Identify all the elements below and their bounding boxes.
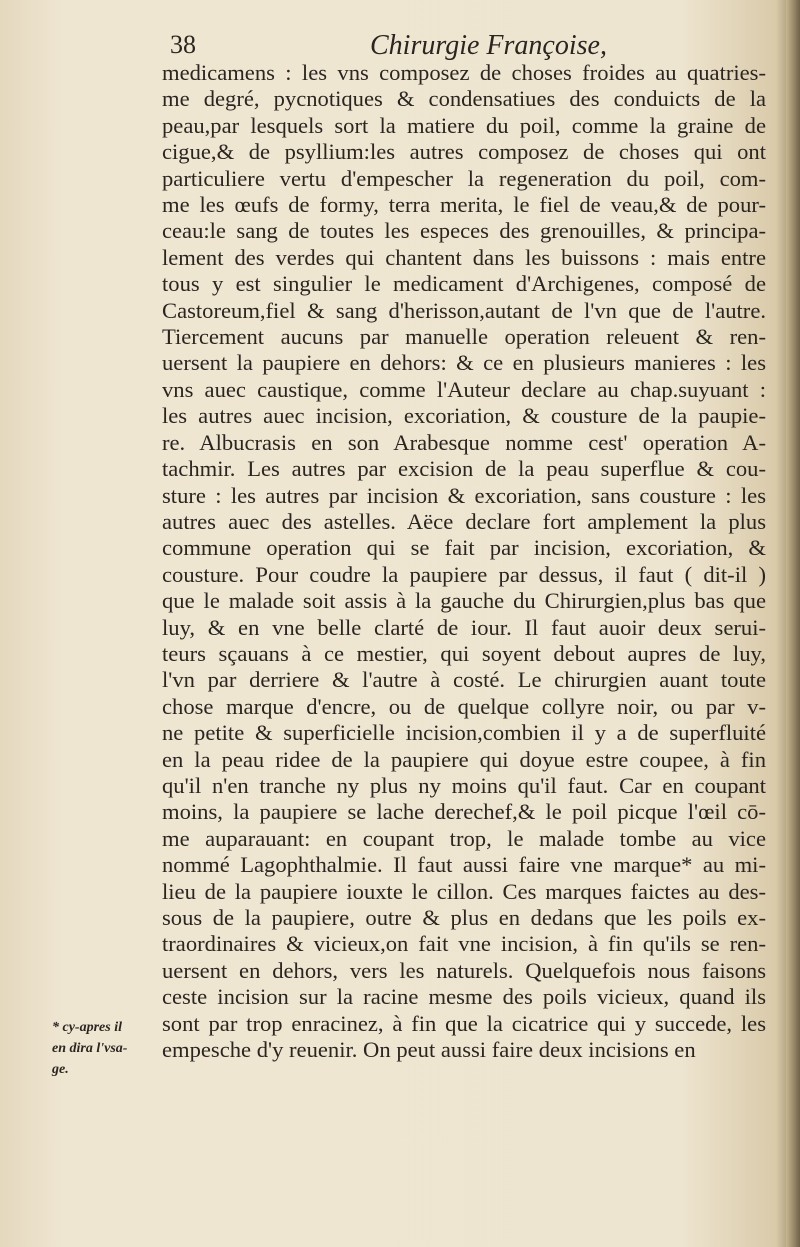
text-line: medicamens : les vns composez de choses froides au quatries- — [162, 60, 766, 85]
text-line: que le malade soit assis à la gauche du Chirurgien,plus bas que — [162, 588, 766, 614]
text-line: sont par trop enracinez, à fin que la cicatrice qui y succede, les — [162, 1010, 766, 1036]
text-line: nommé Lagophthalmie. Il faut aussi faire vne marque* au mi- — [162, 852, 766, 878]
text-line: luy, & en vne belle clarté de iour. Il faut auoir deux serui- — [162, 614, 766, 640]
text-line: re. Albucrasis en son Arabesque nomme cest' operation A- — [162, 429, 766, 455]
text-line: peau,par lesquels sort la matiere du poil, comme la graine de — [162, 112, 766, 138]
text-line: moins, la paupiere se lache derechef,& le poil picque l'œil cō- — [162, 799, 766, 825]
text-line: cousture. Pour coudre la paupiere par dessus, il faut ( dit-il ) — [162, 561, 766, 587]
text-line: uersent la paupiere en dehors: & ce en plusieurs manieres : les — [162, 350, 766, 376]
text-line: me auparauant: en coupant trop, le malade tombe au vice — [162, 825, 766, 851]
running-title: Chirurgie Françoise, — [370, 30, 607, 61]
text-line: particuliere vertu d'empescher la regeneration du poil, com- — [162, 165, 766, 191]
text-line: ceau:le sang de toutes les especes des grenouilles, & principa- — [162, 218, 766, 244]
text-line: sture : les autres par incision & excoriation, sans cousture : les — [162, 482, 766, 508]
text-line: lieu de la paupiere iouxte le cillon. Ces marques faictes au des- — [162, 878, 766, 904]
text-line: Tiercement aucuns par manuelle operation releuent & ren- — [162, 324, 766, 350]
text-line: traordinaires & vicieux,on fait vne incision, à fin qu'ils se ren- — [162, 931, 766, 957]
text-line: me degré, pycnotiques & condensatiues des conduicts de la — [162, 86, 766, 112]
text-line: en la peau ridee de la paupiere qui doyue estre coupee, à fin — [162, 746, 766, 772]
text-line: chose marque d'encre, ou de quelque collyre noir, ou par v- — [162, 693, 766, 719]
marginal-note-line: * cy-apres il — [52, 1020, 122, 1035]
marginal-note-line: ge. — [52, 1062, 69, 1077]
page-number: 38 — [170, 30, 196, 59]
body-text — [162, 60, 766, 1063]
text-line: cigue,& de psyllium:les autres composez de choses qui ont — [162, 139, 766, 165]
marginal-note-line: en dira l'vsa- — [52, 1041, 128, 1056]
text-line: sous de la paupiere, outre & plus en dedans que les poils ex- — [162, 905, 766, 930]
text-line: Castoreum,fiel & sang d'herisson,autant de l'vn que de l'autre. — [162, 297, 766, 323]
text-line: lement des verdes qui chantent dans les buissons : mais entre — [162, 244, 766, 270]
text-line: autres auec des astelles. Aëce declare fort amplement la plus — [162, 508, 766, 534]
text-line: tous y est singulier le medicament d'Archigenes, composé de — [162, 271, 766, 297]
text-line: l'vn par derriere & l'autre à costé. Le chirurgien auant toute — [162, 667, 766, 693]
text-line: teurs sçauans à ce mestier, qui soyent debout aupres de luy, — [162, 640, 766, 666]
text-line: tachmir. Les autres par excision de la peau superflue & cou- — [162, 456, 766, 482]
text-line: vns auec caustique, comme l'Auteur declare au chap.suyuant : — [162, 376, 766, 402]
text-line: me les œufs de formy, terra merita, le fiel de veau,& de pour- — [162, 192, 766, 218]
text-line: commune operation qui se fait par incision, excoriation, & — [162, 535, 766, 561]
page-edge — [786, 0, 800, 1247]
text-line: les autres auec incision, excoriation, & cousture de la paupie- — [162, 403, 766, 429]
text-line: uersent en dehors, vers les naturels. Quelquefois nous faisons — [162, 957, 766, 983]
text-line: qu'il n'en tranche ny plus ny moins qu'il faut. Car en coupant — [162, 772, 766, 798]
text-line: ceste incision sur la racine mesme des poils vicieux, quand ils — [162, 984, 766, 1010]
text-line: empesche d'y reuenir. On peut aussi faire deux incisions en — [162, 1037, 696, 1063]
marginal-note — [52, 1017, 156, 1080]
text-line: ne petite & superficielle incision,combien il y a de superfluité — [162, 720, 766, 746]
